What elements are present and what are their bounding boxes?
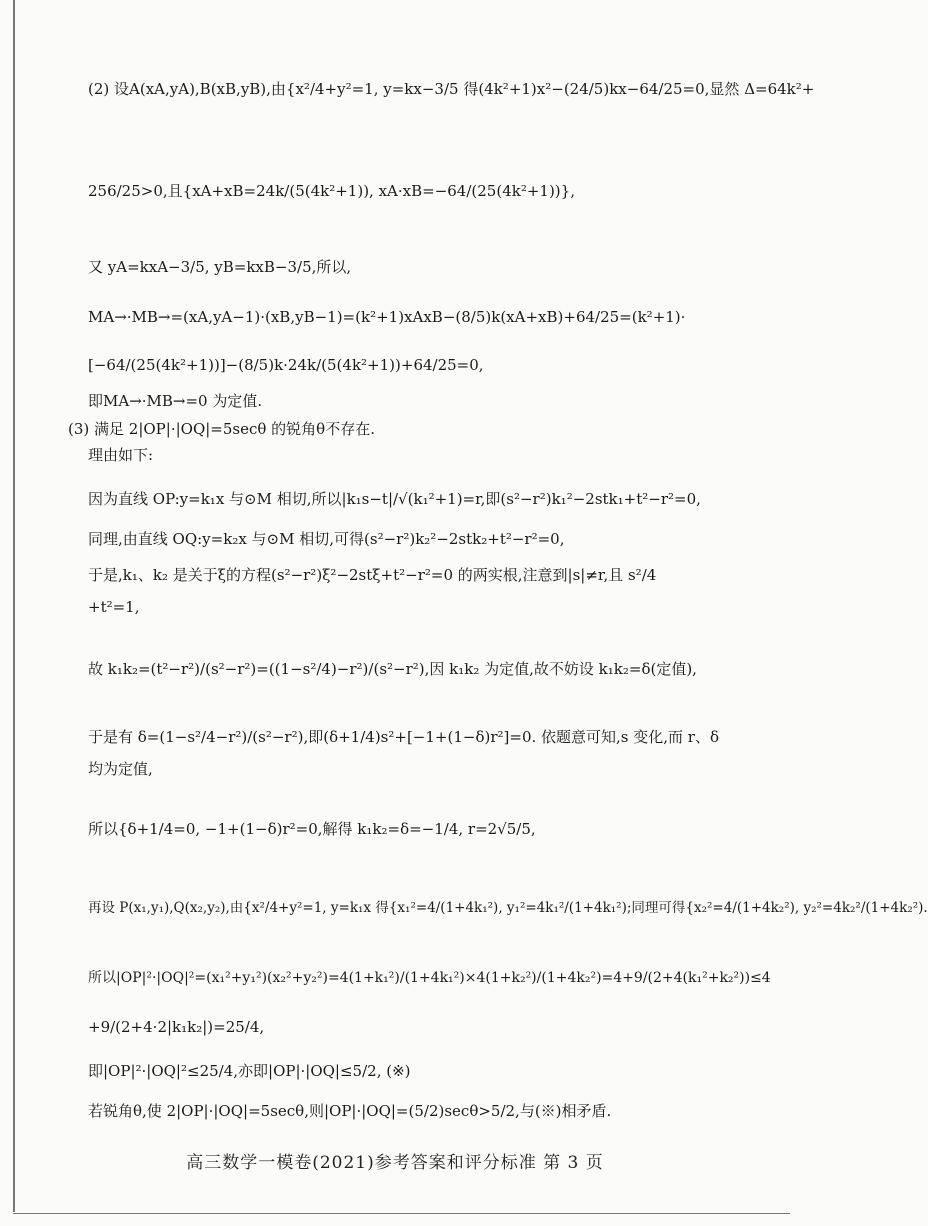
line-ya-yb: 又 yA=kxA−3/5, yB=kxB−3/5,所以, [88,258,352,276]
line-vieta: 256/25>0,且{xA+xB=24k/(5(4k²+1)), xA·xB=−64/(25(4k²+1))}, [88,182,575,200]
line-constants: 均为定值, [88,760,153,778]
line-op-tangent: 因为直线 OP:y=k₁x 与⊙M 相切,所以|k₁s−t|/√(k₁²+1)=r,即(s²−r²)k₁²−2stk₁+t²−r²=0, [88,490,701,508]
page-border-left [13,0,15,1212]
line-inequality: 即|OP|²·|OQ|²≤25/4,亦即|OP|·|OQ|≤5/2, (※) [88,1062,411,1080]
line-solve-delta: 所以{δ+1/4=0, −1+(1−δ)r²=0,解得 k₁k₂=δ=−1/4, r=2√5/5, [88,820,536,838]
line-part3-claim: (3) 满足 2|OP|·|OQ|=5secθ 的锐角θ不存在. [68,420,375,438]
line-op-oq-product: 所以|OP|²·|OQ|²=(x₁²+y₁²)(x₂²+y₂²)=4(1+k₁²)/(1+4k₁²)×4(1+k₂²)/(1+4k₂²)=4+9/(2+4(k₁²+k₂²))≤4 [88,970,771,986]
line-ellipse-cond: +t²=1, [88,598,140,616]
line-bound: +9/(2+4·2|k₁k₂|)=25/4, [88,1018,265,1036]
line-dot-product-cont: [−64/(25(4k²+1))]−(8/5)k·24k/(5(4k²+1))+64/25=0, [88,356,484,374]
line-roots: 于是,k₁、k₂ 是关于ξ的方程(s²−r²)ξ²−2stξ+t²−r²=0 的两实根,注意到|s|≠r,且 s²/4 [88,566,657,584]
line-pq-coords: 再设 P(x₁,y₁),Q(x₂,y₂),由{x²/4+y²=1, y=k₁x 得{x₁²=4/(1+4k₁²), y₁²=4k₁²/(1+4k₁²);同理可得{x₂²=4/(1+4k₂²), y₂²=4k₂²/(1+4k₂²). [88,900,928,916]
line-reason-heading: 理由如下: [88,446,154,464]
line-delta-eq: 于是有 δ=(1−s²/4−r²)/(s²−r²),即(δ+1/4)s²+[−1+(1−δ)r²]=0. 依题意可知,s 变化,而 r、δ [88,728,719,746]
line-contradiction: 若锐角θ,使 2|OP|·|OQ|=5secθ,则|OP|·|OQ|=(5/2)secθ>5/2,与(※)相矛盾. [88,1102,612,1120]
line-part2-intro: (2) 设A(xA,yA),B(xB,yB),由{x²/4+y²=1, y=kx−3/5 得(4k²+1)x²−(24/5)kx−64/25=0,显然 Δ=64k²+ [88,80,815,98]
page-footer: 高三数学一模卷(2021)参考答案和评分标准 第 3 页 [186,1153,604,1173]
page-border-bottom [13,1213,790,1215]
line-k1k2-ratio: 故 k₁k₂=(t²−r²)/(s²−r²)=((1−s²/4)−r²)/(s²−r²),因 k₁k₂ 为定值,故不妨设 k₁k₂=δ(定值), [88,660,697,678]
line-oq-tangent: 同理,由直线 OQ:y=k₂x 与⊙M 相切,可得(s²−r²)k₂²−2stk₂+t²−r²=0, [88,530,565,548]
line-dot-product: MA→·MB→=(xA,yA−1)·(xB,yB−1)=(k²+1)xAxB−(8/5)k(xA+xB)+64/25=(k²+1)· [88,308,686,326]
line-constant-value: 即MA→·MB→=0 为定值. [88,392,263,410]
